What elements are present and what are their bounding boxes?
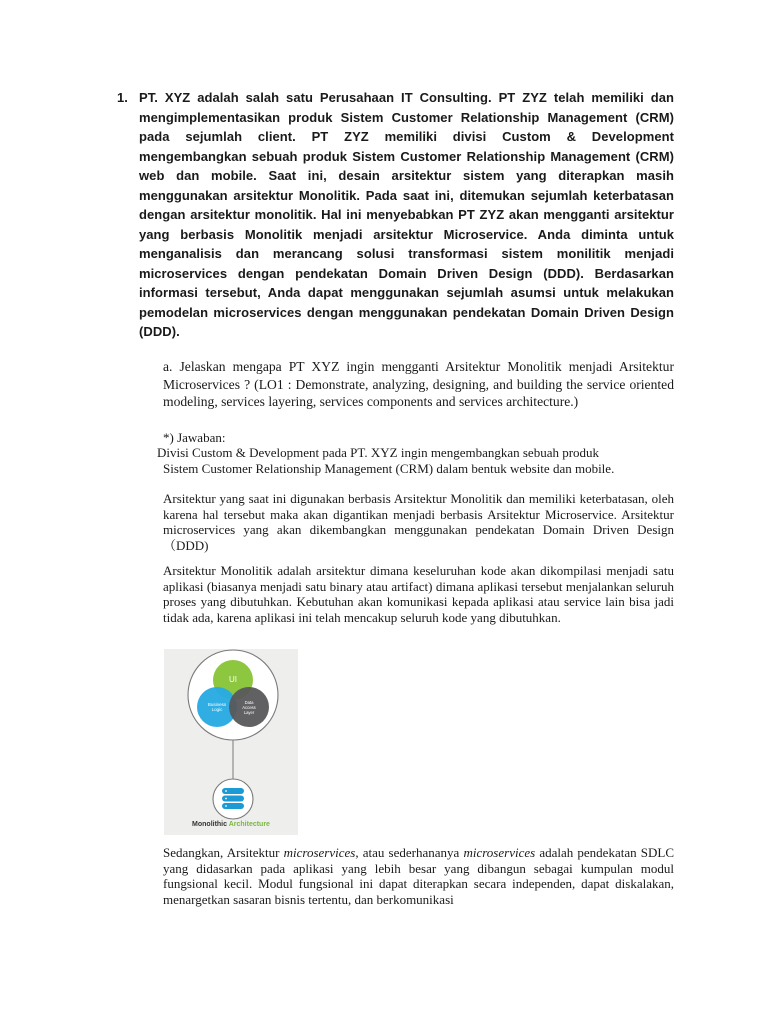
data-access-label-3: Layer [243,710,255,715]
data-access-label-2: Access [242,705,256,710]
monolithic-architecture-svg [164,649,298,835]
answer-paragraph-4-term: microservices [463,845,536,860]
answer-paragraph-1-line-2: Sistem Customer Relationship Management (CRM) dalam bentuk website dan mobile. [163,460,615,476]
answer-paragraph-1-line-1: Divisi Custom & Development pada PT. XYZ ingin mengembangkan sebuah produk [157,445,600,460]
business-logic-label-2: Logic [211,707,223,712]
diagram-caption [164,821,298,828]
answer-paragraph-2: Arsitektur yang saat ini digunakan berbasis Arsitektur Monolitik dan memiliki keterbatasan, oleh karena hal tersebut maka akan digantikan menjadi berbasis Arsitektur Microservice. Arsitektur microservices yang akan dikembangkan menggunakan pendekatan Domain Driven Design（DDD) [163,491,674,553]
database-icon [222,788,244,809]
data-access-label-1: Data [244,700,254,705]
monolithic-architecture-diagram [164,649,298,835]
question-text: PT. XYZ adalah salah satu Perusahaan IT Consulting. PT ZYZ telah memiliki dan mengimplementasikan produk Sistem Customer Relationship Management (CRM) pada sejumlah client. PT ZYZ memiliki divisi Custom & Development mengembangkan sebuah produk Sistem Customer Relationship Management (CRM) web dan mobile. Saat ini, desain arsitektur sistem yang diterapkan masih menggunakan arsitektur Monolitik. Pada saat ini, ditemukan sejumlah keterbatasan dengan arsitektur monolitik. Hal ini menyebabkan PT ZYZ akan mengganti arsitektur yang berbasis Monolitik menjadi arsitektur Microservice. Anda diminta untuk menganalisis dan merancang solusi transformasi sistem monilitik menjadi microservices dengan pendekatan Domain Driven Design (DDD). Berdasarkan informasi tersebut, Anda dapat menggunakan sejumlah asumsi untuk melakukan pemodelan microservices dengan menggunakan pendekatan Domain Driven Design (DDD). [139,90,674,339]
answer-paragraph-4-text: adalah pendekatan SDLC yang didasarkan pada aplikasi yang lebih besar yang dibangun sebagai kumpulan modul fungsional kecil. Modul fungsional ini dapat diterapkan secara independen, dapat diskalakan, menargetkan sasaran bisnis tertentu, dan berkomunikasi [163,845,674,907]
diagram-caption-accent: Architecture [228,821,270,828]
diagram-caption-plain: Monolithic [192,821,229,828]
ui-label: UI [229,675,237,684]
answer-paragraph-4-text: Sedangkan, Arsitektur [163,845,284,860]
answer-paragraph-4-term: microservices [283,845,356,860]
answer-paragraph-3: Arsitektur Monolitik adalah arsitektur dimana keseluruhan kode akan dikompilasi menjadi satu aplikasi (biasanya menjadi satu binary atau artifact) dimana aplikasi tersebut menjalankan seluruh proses yang dibutuhkan. Kebutuhan akan komunikasi kepada aplikasi atau service lain bisa jadi tidak ada, karena aplikasi ini telah mencakup seluruh kode yang dibutuhkan. [163,563,674,625]
answer-paragraph-4 [163,845,674,907]
answer-label: *) Jawaban: [163,430,226,445]
answer-paragraph-1 [157,445,677,476]
answer-paragraph-4-text: , atau sederhananya [355,845,464,860]
sub-question-a: a. Jelaskan mengapa PT XYZ ingin mengganti Arsitektur Monolitik menjadi Arsitektur Microservices ? (LO1 : Demonstrate, analyzing, designing, and building the service oriented modeling, services layering, services components and services architecture.) [163,359,674,409]
question-number: 1. [117,90,128,105]
business-logic-label-1: Business [207,702,227,707]
